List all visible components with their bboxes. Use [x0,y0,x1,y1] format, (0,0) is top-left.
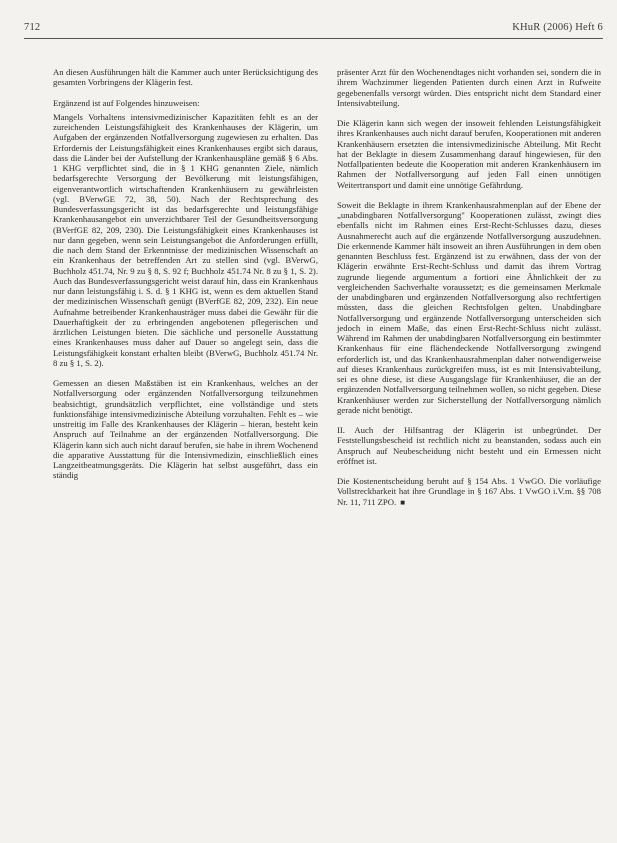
paragraph-text: Ergänzend ist auf Folgendes hinzuweisen: [53,97,200,108]
end-of-article-mark: ■ [400,497,406,507]
journal-reference: KHuR (2006) Heft 6 [512,22,603,33]
page-number: 712 [24,22,41,33]
paragraph [53,98,318,108]
paragraph-text: Mangels Vorhaltens intensivmedizinischer Kapazitäten fehlt es an der zureichenden Leistungsfähigkeit des Krankenhauses der Klägerin, um Aufgaben der ergänzenden Notfallversorgung zugewiesen zu erhalten. Das Erfordernis der Leistungsfähigkeit eines Krankenhauses ergibt sich daraus, dass die Länder bei der Aufstellung der Krankenhauspläne gemäß § 6 Abs. 1 KHG verpflichtet sind, die in § 1 KHG genannten Ziele, nämlich bedarfsgerechte Versorgung der Bevölkerung mit leistungsfähigen, eigenverantwortlich wirtschaftenden Krankenhäusern zu gewährleisten (vgl. BVerwGE 72, 38, 50). Nach der Rechtsprechung des Bundesverfassungsgericht ist das bedarfsgerechte und leistungsfähige Krankenhausangebot ein unverzichtbarer Teil der Gesundheitsversorgung (BVerfGE 82, 209, 230). Die Leistungsfähigkeit eines Krankenhauses ist nur dann gegeben, wenn sein Leistungsangebot die Anforderungen erfüllt, die nach dem Stand der Erkenntnisse der medizinischen Wissenschaft an ein Krankenhaus der betreffenden Art zu stellen sind (vgl. BVerwG, Buchholz 451.74, Nr. 9 zu § 8, S. 92 f; Buchholz 451.74 Nr. 8 zu § 1, S. 2). Auch das Bundesverfassungsgericht weist darauf hin, dass ein Krankenhaus nur dann leistungsfähig i. S. d. § 1 KHG ist, wenn es dem aktuellen Stand der medizinischen Wissenschaft genügt (BVerfGE 82, 209, 232). Ein neue Aufnahme betreibender Krankenhausträger muss dabei die Gewähr für die Dauerhaftigkeit der zu erbringenden angebotenen pflegerischen und ärztlichen Leistungen bieten. Die sächliche und personelle Ausstattung eines Krankenhauses muss daher auf Dauer so angelegt sein, dass die Leistungsfähigkeit konstant erhalten bleibt (BVerwG, Buchholz 451.74 Nr. 8 zu § 1, S. 2). [53,111,318,368]
paragraph-text: Gemessen an diesen Maßstäben ist ein Krankenhaus, welches an der Notfallversorgung oder ergänzenden Notfallversorgung teilzunehmen beabsichtigt, grundsätzlich verpflichtet, eine vollständige und stets funktionsfähige intensivmedizinische Abteilung vorzuhalten. Fehlt es – wie unstreitig im Falle des Krankenhauses der Klägerin – hieran, besteht kein Anspruch auf Teilnahme an der ergänzenden Notfallversorgung. Die Klägerin kann sich auch nicht darauf berufen, sie habe in ihrem Wochenend die apparative Ausstattung für die Intensivmedizin, einschließlich eines Langzeitbeatmungsgeräts. Die Klägerin hat selbst ausgeführt, dass ein ständig [53,378,318,481]
paragraph-text: Soweit die Beklagte in ihrem Krankenhausrahmenplan auf der Ebene der „unabdingbaren Notfallversorgung" Kooperationen zulässt, zwingt dies ebenfalls nicht im Rahmen eines Erst-Recht-Schlusses dazu, dieses Ausnahmerecht auch auf die ergänzende Notfallversorgung auszudehnen. Die erkennende Kammer hält insoweit an ihren Ausführungen in dem oben genannten Beschluss fest. Ergänzend ist zu erwähnen, dass der von der Klägerin erwähnte Erst-Recht-Schluss und damit das ihrem Vortrag zugrunde liegende argumentum a fortiori eine Ähnlichkeit der zu vergleichenden Sachverhalte voraussetzt; es die gemeinsamen Merkmale der unabdingbaren und ergänzenden Notfallversorgung also rechtfertigen müssten, dass die gleichen Rechtsfolgen gelten. Unabdingbare Notfallversorgung und ergänzende Notfallversorgung unterscheiden sich jedoch in einem Maße, das einen Erst-Recht-Schluss nicht zulässt. Während im Rahmen der unabdingbaren Notfallversorgung ein bestimmter Krankenhaus für eine flächendeckende Notfallversorgung zwingend erforderlich ist, und das Krankenhausrahmenplan daher notwendigerweise auf dieses Krankenhaus zurückgreifen muss, ist es mit Intensivabteilung, sei es ohne diese, ist diese Ausgangslage für Krankenhäuser, die an der ergänzenden Notfallversorgung teilnehmen wollen, so nicht gegeben. Diese Krankenhäuser werden zur Sicherstellung der Notfallversorgung nämlich gerade nicht benötigt. [337,199,601,415]
paragraph [337,425,601,466]
paragraph [337,67,601,108]
paragraph-text: präsenter Arzt für den Wochenendtages nicht vorhanden sei, sondern die in ihrem Wachzimmer liegenden Patienten durch einen Arzt in Rufweite gegebenenfalls versorgt würden. Dies entspricht nicht dem Standard einer Intensivabteilung. [337,67,601,108]
paragraph [53,67,318,88]
paragraph-text: II. Auch der Hilfsantrag der Klägerin ist unbegründet. Der Feststellungsbescheid ist rechtlich nicht zu beanstanden, sodass auch ein Anspruch auf Neubescheidung nicht besteht und ein Ermessen nicht eröffnet ist. [337,425,601,466]
paragraph [337,118,601,190]
paragraph-text: Die Klägerin kann sich wegen der insoweit fehlenden Leistungsfähigkeit ihres Krankenhauses auch nicht darauf berufen, Kooperationen mit anderen Krankenhäusern ersetzten die intensivmedizinische Abteilung. Mit Recht hat der Beklagte in diesem Zusammenhang darauf hingewiesen, für den Notfallpatienten bedeute die Kooperation mit anderen Krankenhäusern im Rahmen der Notfallversorgung auf jeden Fall einen unnötigen Weitertransport und damit eine unnötige Gefährdung. [337,118,601,190]
paragraph [53,112,318,368]
paragraph [53,378,318,481]
running-header [24,22,603,36]
header-rule [24,38,603,39]
left-column [53,67,318,491]
right-column [337,67,601,518]
paragraph [337,200,601,415]
paragraph-text: An diesen Ausführungen hält die Kammer auch unter Berücksichtigung des gesamten Vorbringens der Klägerin fest. [53,67,318,88]
paragraph-text: Die Kostenentscheidung beruht auf § 154 Abs. 1 VwGO. Die vorläufige Vollstreckbarkeit hat ihre Grundlage in § 167 Abs. 1 VwGO i.V.m. §§ 708 Nr. 11, 711 ZPO. [337,476,601,507]
paragraph [337,476,601,508]
